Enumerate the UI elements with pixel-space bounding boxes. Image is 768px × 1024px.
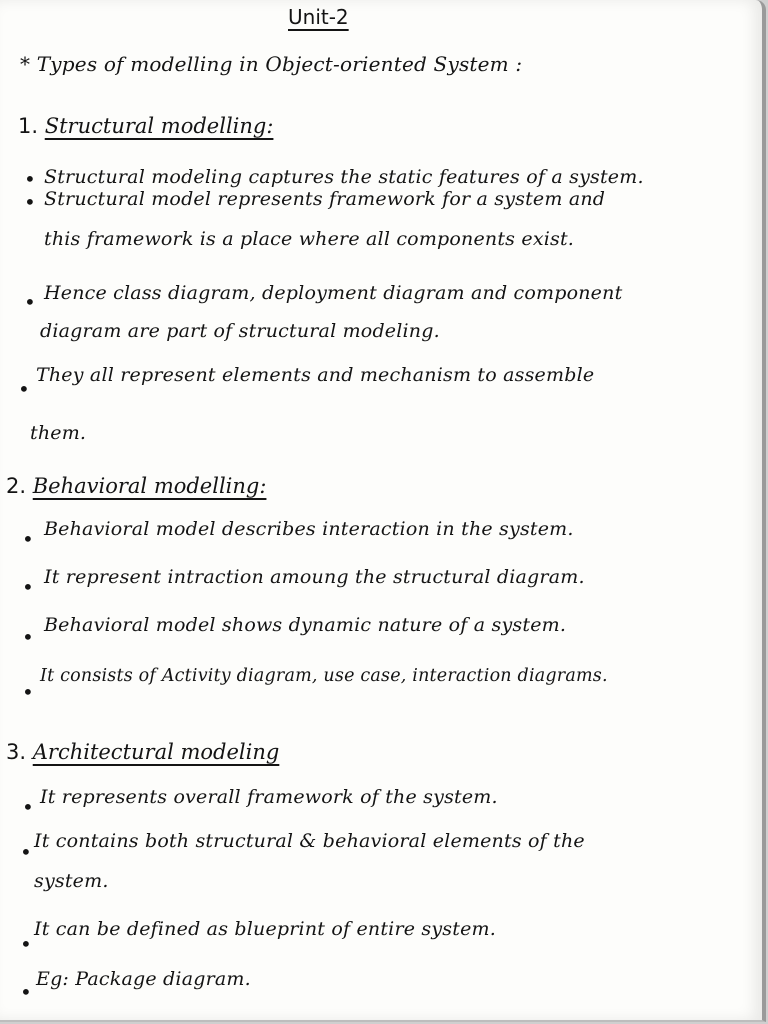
- bullet-point: •: [18, 377, 30, 401]
- bullet-point: •: [20, 980, 32, 1004]
- list-item: It can be defined as blueprint of entire system.: [34, 918, 496, 940]
- bullet-point: •: [22, 527, 34, 551]
- list-item: It represent intraction amoung the structural diagram.: [44, 566, 585, 588]
- list-item: It consists of Activity diagram, use case, interaction diagrams.: [40, 666, 608, 686]
- section-heading-structural: [18, 114, 273, 138]
- list-item: It contains both structural & behavioral elements of the: [34, 830, 585, 852]
- section-title: Structural modelling:: [44, 114, 274, 138]
- section-heading-behavioral: [6, 474, 266, 498]
- list-item: Structural modeling captures the static features of a system.: [44, 166, 644, 188]
- section-number: 1.: [18, 114, 39, 138]
- list-item-continued: diagram are part of structural modeling.: [40, 320, 440, 342]
- list-item-continued: system.: [34, 870, 109, 892]
- page-title: Unit-2: [288, 5, 349, 29]
- bullet-point: •: [22, 575, 34, 599]
- list-item-continued: them.: [30, 422, 87, 444]
- main-heading: * Types of modelling in Object-oriented System :: [20, 52, 523, 76]
- section-heading-architectural: [6, 740, 279, 764]
- list-item: Behavioral model shows dynamic nature of a system.: [44, 614, 567, 636]
- list-item: It represents overall framework of the system.: [40, 786, 498, 808]
- bullet-point: •: [24, 167, 36, 191]
- bullet-point: •: [22, 625, 34, 649]
- section-title: Architectural modeling: [32, 740, 280, 764]
- list-item: Eg: Package diagram.: [36, 968, 251, 990]
- bullet-point: •: [20, 932, 32, 956]
- section-number: 3.: [6, 740, 27, 764]
- section-title: Behavioral modelling:: [32, 474, 267, 498]
- section-number: 2.: [6, 474, 27, 498]
- bullet-point: •: [22, 680, 34, 704]
- list-item: They all represent elements and mechanism to assemble: [36, 364, 595, 386]
- bullet-point: •: [20, 840, 32, 864]
- list-item-continued: this framework is a place where all components exist.: [44, 228, 575, 250]
- bullet-point: •: [24, 290, 36, 314]
- list-item: Behavioral model describes interaction in the system.: [44, 518, 574, 540]
- bullet-point: •: [22, 795, 34, 819]
- list-item: Hence class diagram, deployment diagram and component: [44, 282, 623, 304]
- bullet-point: •: [24, 190, 36, 214]
- list-item: Structural model represents framework for a system and: [44, 188, 606, 210]
